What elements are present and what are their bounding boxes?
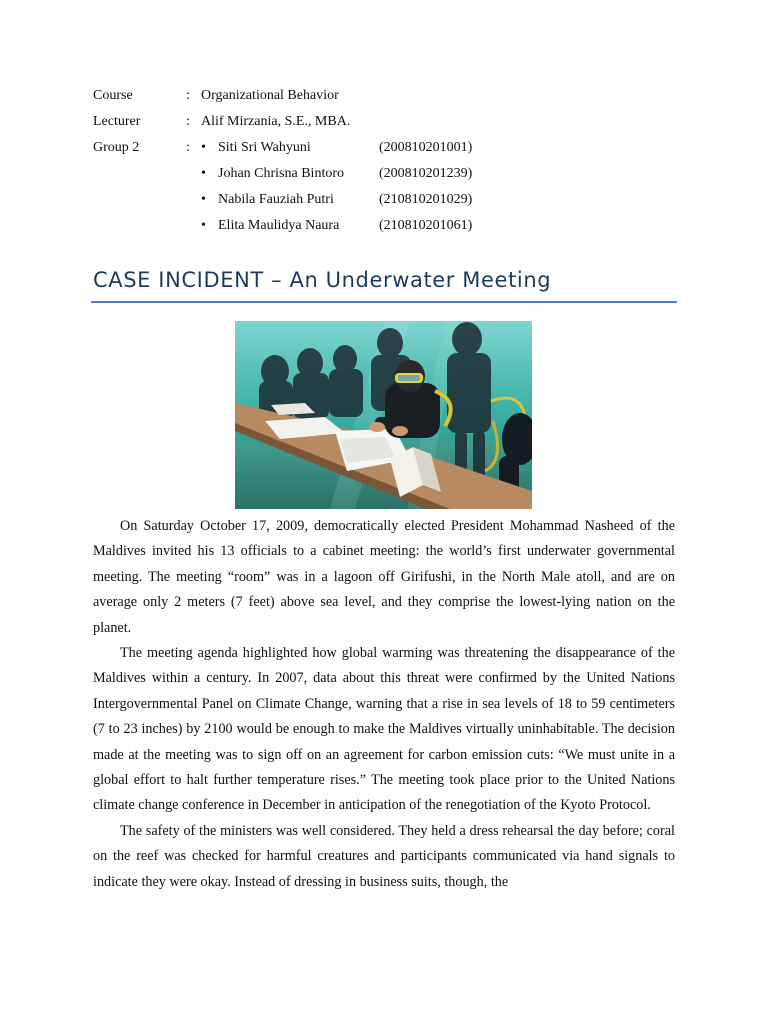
case-body [93, 514, 675, 895]
lecturer-colon: : [186, 114, 190, 129]
bullet-icon: • [201, 218, 206, 233]
bullet-icon: • [201, 166, 206, 181]
paragraph: On Saturday October 17, 2009, democratically elected President Mohammad Nasheed of the Maldives invited his 13 officials to a cabinet meeting: the world’s first underwater governmental meeting. The meeting “room” was in a lagoon off Girifushi, in the North Male atoll, and are on average only 2 meters (7 feet) above sea level, and they comprise the lowest-lying nation on the planet. [93, 518, 675, 636]
member-item [201, 138, 472, 158]
course-label: Course [93, 88, 133, 103]
member-name: Elita Maulidya Naura [218, 218, 340, 233]
group-member-row [93, 190, 653, 216]
member-id: (200810201239) [379, 166, 473, 181]
paragraph: The meeting agenda highlighted how global warming was threatening the disappearance of the Maldives within a century. In 2007, data about this threat were confirmed by the United Nations Intergovernmental Panel on Climate Change, warning that a rise in sea levels of 18 to 59 centimeters (7 to 23 inches) by 2100 would be enough to make the Maldives virtually uninhabitable. The decision made at the meeting was to sign off on an agreement for carbon emission cuts: “We must unite in a global effort to halt further temperature rises.” The meeting took place prior to the United Nations climate change conference in December in anticipation of the renegotiation of the Kyoto Protocol. [93, 645, 675, 814]
course-colon: : [186, 88, 190, 103]
course-value: Organizational Behavior [201, 88, 339, 103]
member-name: Siti Sri Wahyuni [218, 140, 311, 155]
lecturer-row [93, 112, 653, 138]
member-name: Johan Chrisna Bintoro [218, 166, 344, 181]
member-id: (210810201029) [379, 192, 473, 207]
group-member-row [93, 216, 653, 242]
lecturer-value: Alif Mirzania, S.E., MBA. [201, 114, 351, 129]
member-item [201, 216, 472, 236]
group-colon: : [186, 140, 190, 155]
bullet-icon: • [201, 140, 206, 155]
bullet-icon: • [201, 192, 206, 207]
member-item [201, 190, 472, 210]
lecturer-label: Lecturer [93, 114, 141, 129]
paragraph: The safety of the ministers was well considered. They held a dress rehearsal the day before; coral on the reef was checked for harmful creatures and participants communicated via hand signals to indicate they were okay. Instead of dressing in business suits, though, the [93, 822, 675, 890]
case-title: CASE INCIDENT – An Underwater Meeting [93, 268, 552, 292]
member-id: (210810201061) [379, 218, 473, 233]
member-id: (200810201001) [379, 140, 473, 155]
assignment-info [93, 86, 653, 242]
member-item [201, 164, 472, 184]
title-underline [91, 301, 677, 303]
underwater-meeting-photo [235, 321, 532, 509]
group-label: Group 2 [93, 140, 140, 155]
group-member-row [93, 164, 653, 190]
member-name: Nabila Fauziah Putri [218, 192, 334, 207]
group-row [93, 138, 653, 164]
course-row [93, 86, 653, 112]
